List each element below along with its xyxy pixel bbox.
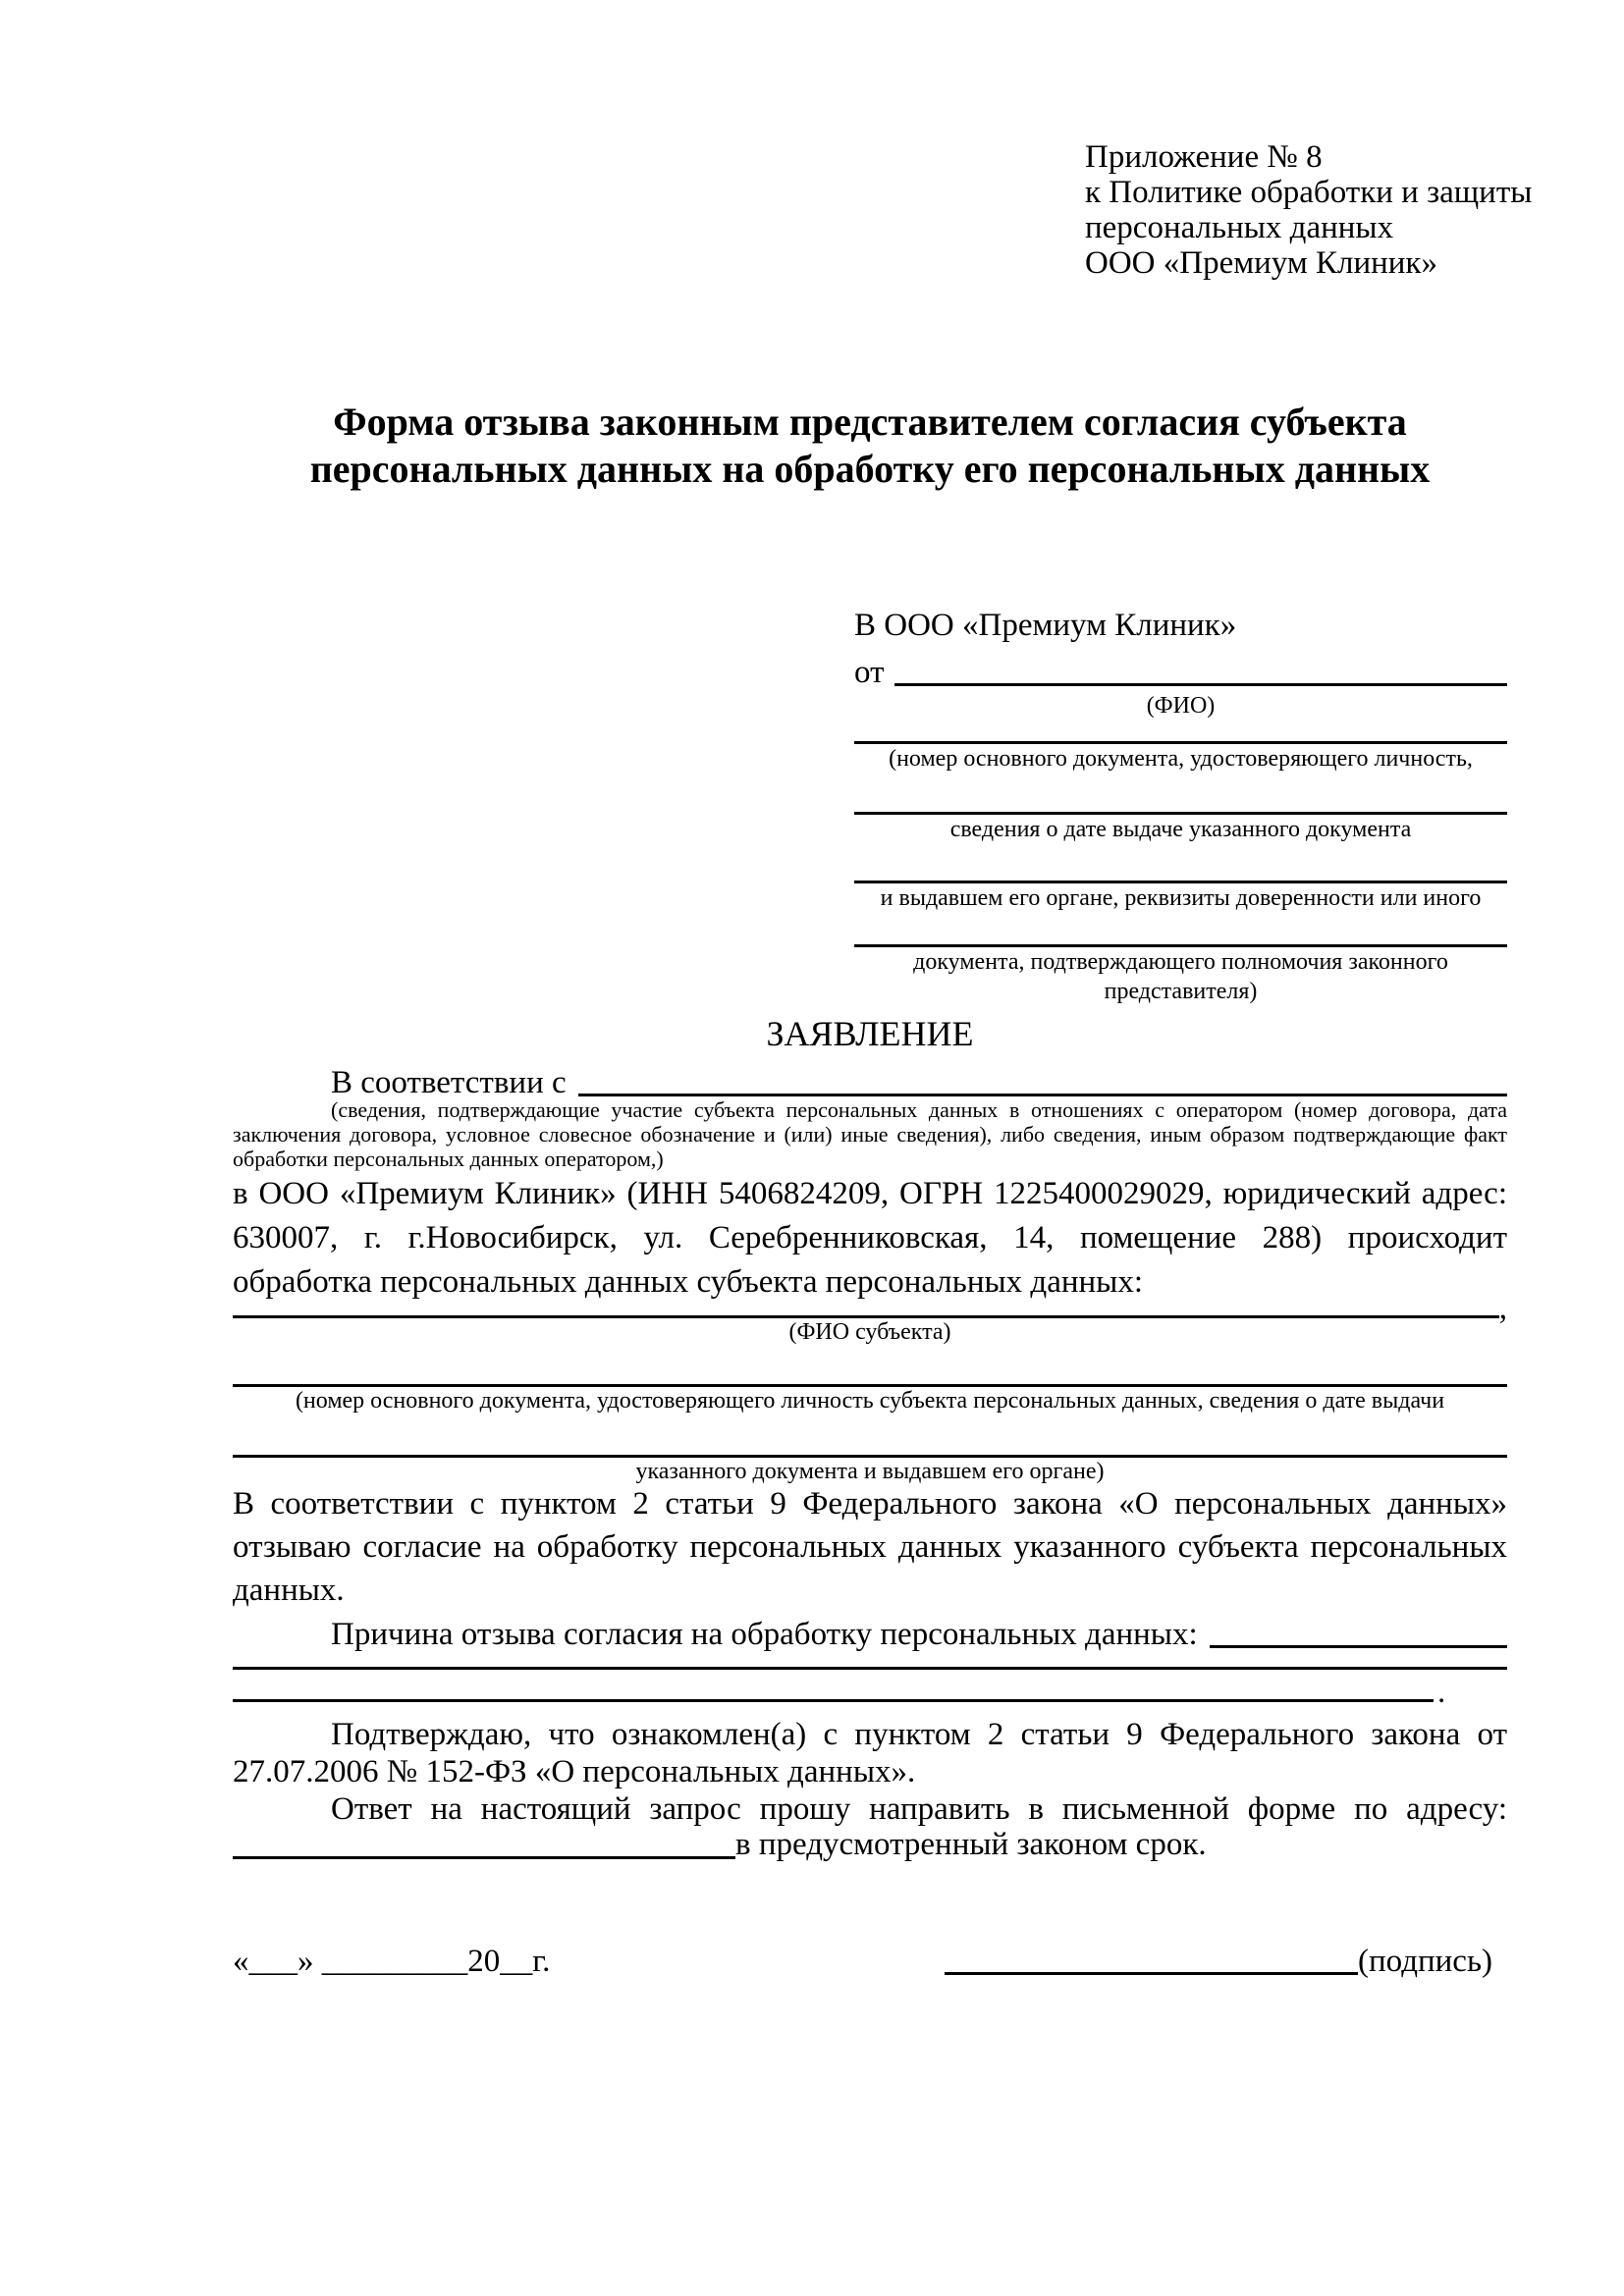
opening-label: В соответствии с xyxy=(331,1065,567,1100)
addressee-block xyxy=(854,605,1507,1006)
appendix-line: к Политике обработки и защиты xyxy=(1085,175,1533,210)
reason-last-blank-line xyxy=(233,1699,1434,1702)
signature-caption: (подпись) xyxy=(1358,1944,1492,1979)
reason-label: Причина отзыва согласия на обработку персональных данных: xyxy=(331,1617,1198,1652)
document-title-line: Форма отзыва законным представителем согласия субъекта xyxy=(333,400,1407,444)
appendix-line: персональных данных xyxy=(1085,210,1394,245)
relationship-blank-line xyxy=(578,1094,1507,1096)
representative-authority-blank-line xyxy=(854,913,1507,947)
subject-details-block xyxy=(233,1291,1507,1486)
document-number-caption: (номер основного документа, удостоверяющего личность, xyxy=(889,746,1473,772)
document-title xyxy=(233,399,1507,493)
reason-continuation-blank-line xyxy=(233,1647,1507,1670)
appendix-line: Приложение № 8 xyxy=(1085,139,1323,175)
subject-document-issuer-blank-line xyxy=(233,1415,1507,1458)
signature-blank-line xyxy=(945,1972,1358,1975)
subject-document-caption: (номер основного документа, удостоверяющего личность субъекта персональных данных, сведения о дате выдачи xyxy=(295,1388,1445,1414)
subject-fio-row xyxy=(233,1291,1507,1326)
relationship-fine-print: (сведения, подтверждающие участие субъекта персональных данных в отношениях с оператором (номер договора, дата заключения договора, условное словесное обозначение и (или) иные сведения), либо сведения, иным образом подтверждающие факт обработки персональных данных оператором,) xyxy=(233,1097,1507,1171)
issuing-authority-blank-line xyxy=(854,844,1507,883)
confirmation-paragraph: Подтверждаю, что ознакомлен(а) с пунктом 2 статьи 9 Федерального закона от 27.07.2006 № 152-ФЗ «О персональных данных». xyxy=(233,1717,1507,1789)
trailing-comma: , xyxy=(1498,1291,1507,1326)
operator-paragraph: в ООО «Премиум Клиник» (ИНН 5406824209, ОГРН 1225400029029, юридический адрес: 630007, г. г.Новосибирск, ул. Серебренниковская, 14, помещение 288) происходит обработка персональных данных субъекта персональных данных: xyxy=(233,1176,1507,1300)
date-blank: «___» _________20__г. xyxy=(233,1944,551,1979)
appendix-header xyxy=(1085,139,1532,281)
issue-date-blank-line xyxy=(854,774,1507,815)
subject-document-issuer-caption: указанного документа и выдавшем его органе) xyxy=(635,1459,1105,1484)
document-title-line: персональных данных на обработку его персональных данных xyxy=(309,447,1431,491)
date-signature-row xyxy=(233,1942,1507,1981)
response-address-row xyxy=(233,1828,1507,1861)
response-paragraph: Ответ на настоящий запрос прошу направить в письменной форме по адресу: xyxy=(331,1791,1507,1827)
fio-caption: (ФИО) xyxy=(1146,693,1216,719)
trailing-period: . xyxy=(1437,1675,1446,1710)
reason-last-row xyxy=(233,1675,1507,1710)
document-number-blank-line xyxy=(854,721,1507,744)
issuing-authority-caption: и выдавшем его органе, реквизиты доверенности или иного xyxy=(880,885,1482,911)
appendix-line: ООО «Премиум Клиник» xyxy=(1085,245,1437,281)
subject-fio-caption: (ФИО субъекта) xyxy=(788,1319,951,1345)
address-blank-line xyxy=(233,1856,735,1859)
from-label: от xyxy=(854,655,885,690)
representative-authority-caption: документа, подтверждающего полномочия законного представителя) xyxy=(913,949,1448,1004)
opening-row xyxy=(233,1058,1507,1101)
issue-date-caption: сведения о дате выдаче указанного документа xyxy=(949,817,1412,842)
response-tail: в предусмотренный законом срок. xyxy=(735,1827,1207,1862)
fio-blank-line xyxy=(894,683,1508,686)
from-row xyxy=(854,646,1507,691)
signature-block xyxy=(945,1942,1492,1981)
addressee-organization: В ООО «Премиум Клиник» xyxy=(854,608,1237,643)
statement-heading: ЗАЯВЛЕНИЕ xyxy=(766,1014,974,1053)
subject-document-blank-line xyxy=(233,1347,1507,1387)
withdrawal-paragraph: В соответствии с пунктом 2 статьи 9 Федерального закона «О персональных данных» отзываю согласие на обработку персональных данных указанного субъекта персональных данных. xyxy=(233,1486,1507,1608)
